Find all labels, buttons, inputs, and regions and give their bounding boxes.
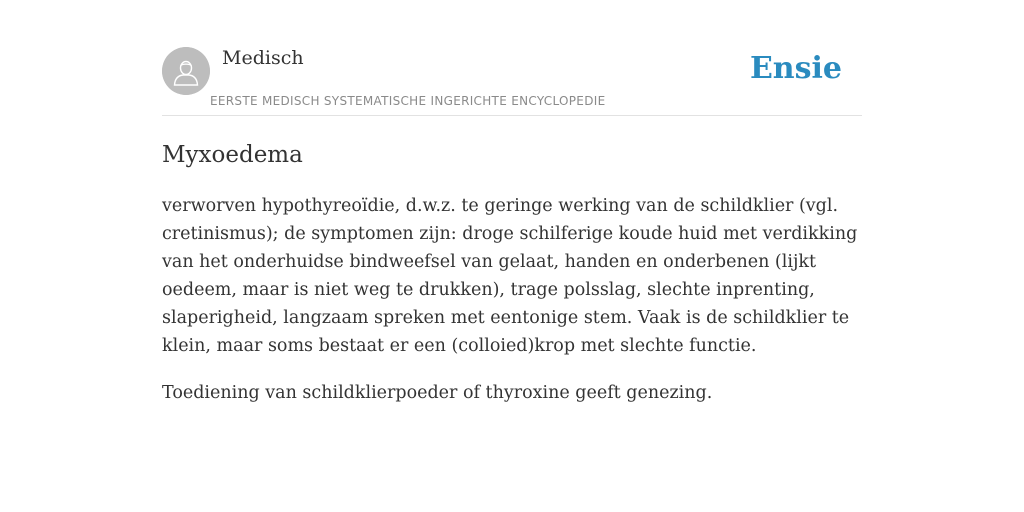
source-name-link[interactable]: Medisch (222, 47, 304, 69)
article-card (162, 40, 862, 403)
user-avatar-icon[interactable] (162, 47, 210, 95)
article-paragraph: verworven hypothyreoïdie, d.w.z. te geringe werking van de schildklier (vgl. cretinismus); de symptomen zijn: droge schilferige koude huid met verdikking van het onderhuidse bindweefsel van gelaat, handen en onderbenen (lijkt oedeem, maar is niet weg te drukken), trage polsslag, slechte inprenting, slaperigheid, langzaam spreken met eentonige stem. Vaak is de schildklier te klein, maar soms bestaat er een (colloied)krop met slechte functie. (162, 196, 858, 356)
brand-logo[interactable]: Ensie (749, 51, 842, 86)
source-header (162, 40, 862, 116)
source-description: EERSTE MEDISCH SYSTEMATISCHE INGERICHTE ENCYCLOPEDIE (210, 94, 606, 108)
article-paragraph: Toediening van schildklierpoeder of thyroxine geeft genezing. (162, 383, 713, 403)
article-title: Myxoedema (162, 142, 303, 168)
article-body (162, 192, 862, 426)
